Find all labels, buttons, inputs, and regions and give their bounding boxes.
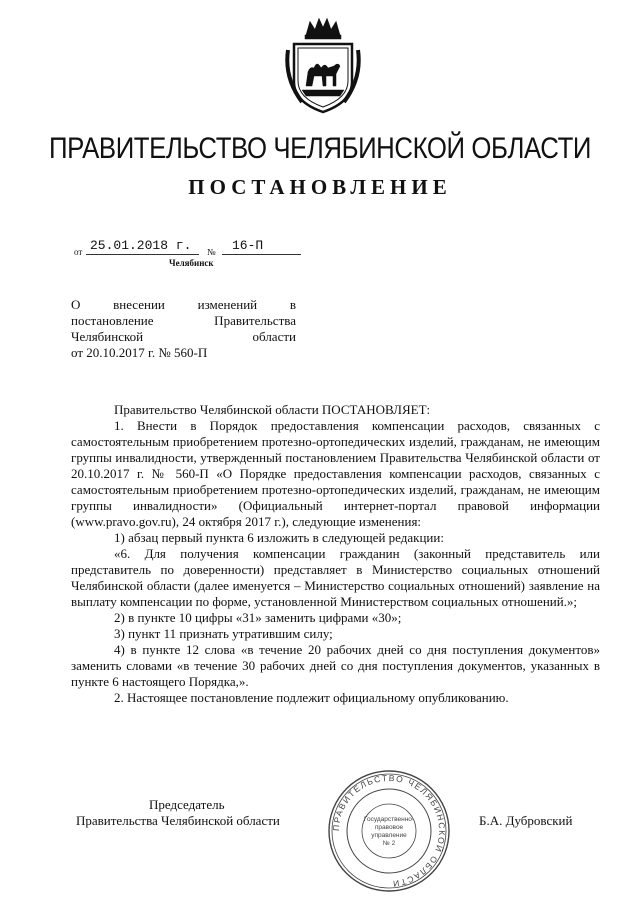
number-underline (222, 254, 301, 255)
paragraph-1: 1. Внести в Порядок предоставления компенсации расходов, связанных с самостоятельным приобретением протезно-ортопедических изделий, гражданам, не имеющим группы инвалидности, утвержденный постановлением Правительства Челябинской области от 20.10.2017 г. № 560-П «О Порядке предоставления компенсации расходов, связанных с самостоятельным приобретением протезно-ортопедических изделий, гражданам, не имеющим группы инвалидности» (Официальный интернет-портал правовой информации (www.pravo.gov.ru), 24 октября 2017 г.), следующие изменения: (71, 418, 600, 529)
coat-of-arms-emblem (284, 16, 362, 116)
subject-line: Челябинской области (71, 329, 296, 344)
document-date: 25.01.2018 г. (90, 238, 192, 253)
stamp-center-line1: Государственно- (363, 816, 415, 823)
document-number: 16-П (232, 238, 264, 253)
signatory-position-line2: Правительства Челябинской области (76, 813, 280, 828)
signatory-position-line1: Председатель (149, 797, 225, 812)
subject-line: постановление Правительства (71, 313, 296, 328)
paragraph-2: 2. Настоящее постановление подлежит официальному опубликованию. (114, 690, 509, 705)
city-label: Челябинск (169, 258, 214, 268)
subject-line: от 20.10.2017 г. № 560-П (71, 345, 208, 360)
resolution-intro: Правительство Челябинской области ПОСТАНОВЛЯЕТ: (114, 402, 431, 417)
paragraph-1-quote: «6. Для получения компенсации гражданин (законный представитель или представитель по доверенности) представляет в Министерство социальных отношений Челябинской области (далее именуется – Министерство социальных отношений) заявление на выплату компенсации по форме, установленной Министерством социальных отношений.»; (71, 546, 600, 609)
stamp-center-line2: правовое (374, 824, 404, 831)
stamp-center-line3: управление (371, 832, 407, 839)
paragraph-1-item-4: 4) в пункте 12 слова «в течение 20 рабочих дней со дня поступления документов» заменить словами «в течение 30 рабочих дней со дня поступления документов, указанных в пункте 6 настоящего Порядка,». (71, 642, 600, 689)
number-prefix: № (207, 247, 216, 257)
date-underline (86, 254, 199, 255)
signatory-name: Б.А. Дубровский (479, 813, 573, 828)
document-subject (71, 297, 296, 361)
paragraph-1-item-1: 1) абзац первый пункта 6 изложить в следующей редакции: (114, 530, 444, 545)
paragraph-1-item-2: 2) в пункте 10 цифры «31» заменить цифрами «30»; (114, 610, 402, 625)
subject-line: О внесении изменений в (71, 297, 296, 312)
document-body (71, 402, 600, 706)
official-stamp (326, 768, 452, 894)
document-type-title: ПОСТАНОВЛЕНИЕ (188, 175, 452, 199)
government-title: ПРАВИТЕЛЬСТВО ЧЕЛЯБИНСКОЙ ОБЛАСТИ (48, 132, 592, 165)
paragraph-1-item-3: 3) пункт 11 признать утратившим силу; (114, 626, 333, 641)
stamp-outer-text: ПРАВИТЕЛЬСТВО ЧЕЛЯБИНСКОЙ ОБЛАСТИ (330, 772, 448, 890)
date-prefix: от (74, 247, 83, 257)
stamp-center-line4: № 2 (382, 840, 396, 847)
